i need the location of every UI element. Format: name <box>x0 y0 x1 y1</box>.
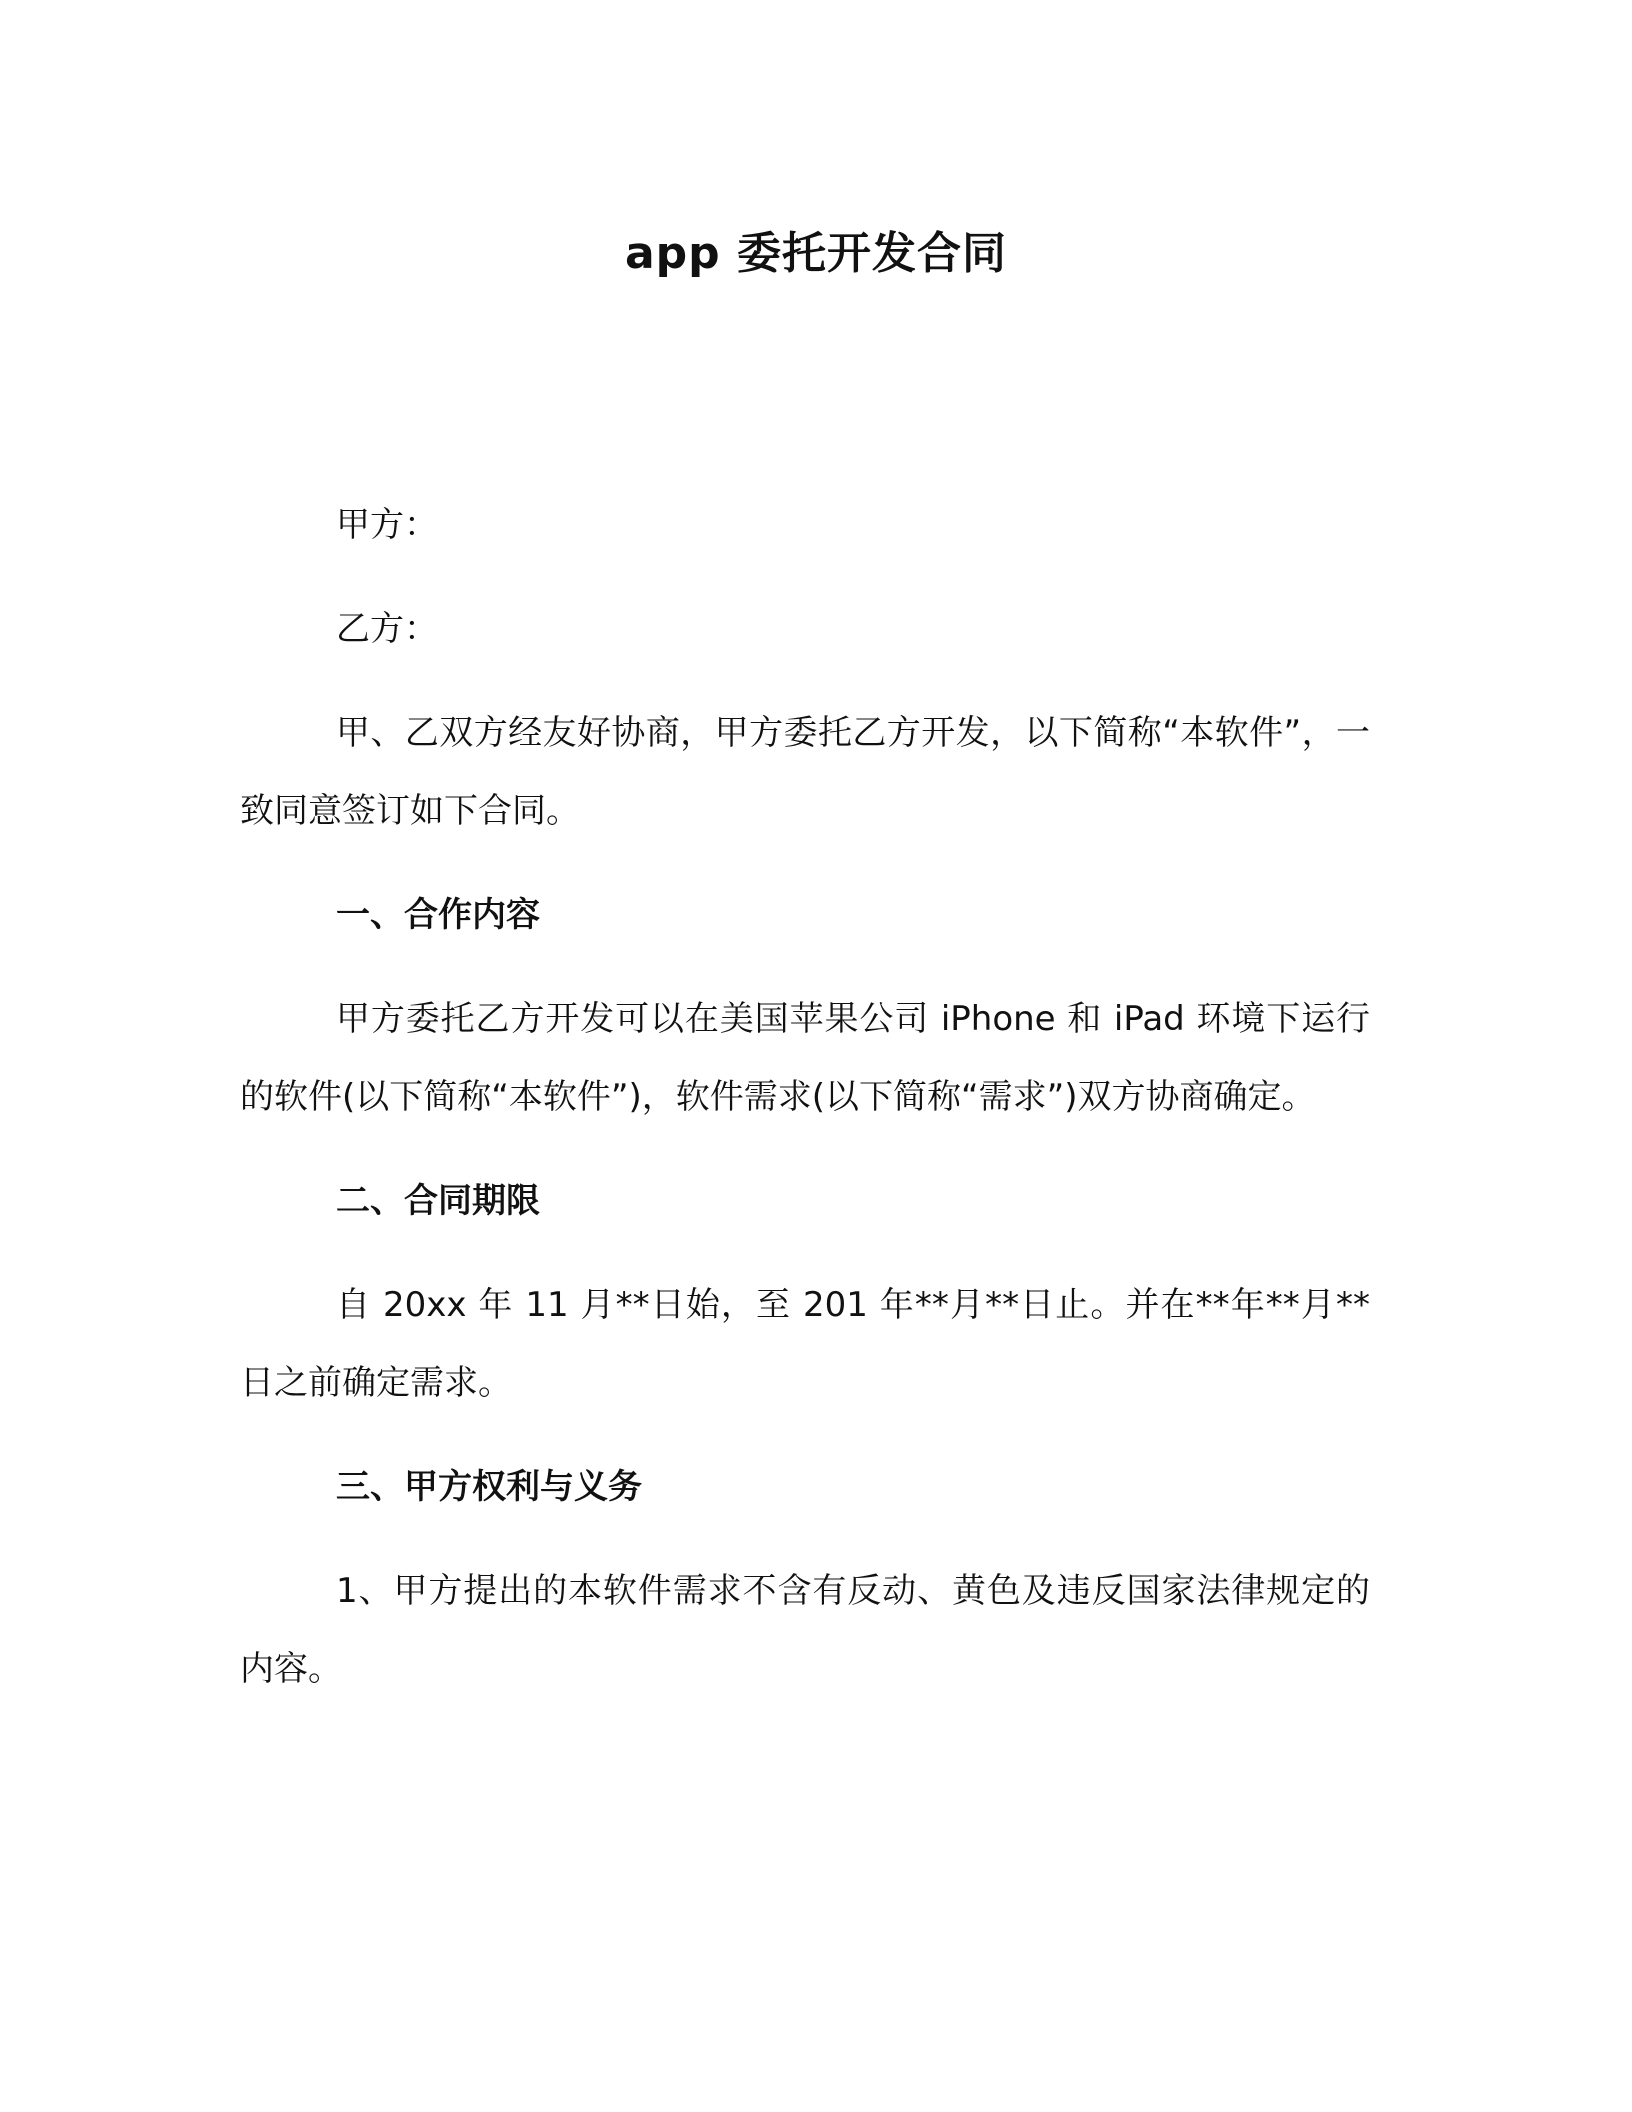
section-1-paragraph: 甲方委托乙方开发可以在美国苹果公司 iPhone 和 iPad 环境下运行的软件(以下简称“本软件”)，软件需求(以下简称“需求”)双方协商确定。 <box>240 999 1370 1117</box>
contract-body <box>240 486 1370 1708</box>
section-3-item-1: 1、甲方提出的本软件需求不含有反动、黄色及违反国家法律规定的内容。 <box>240 1571 1370 1689</box>
contract-title: app 委托开发合同 <box>624 228 1007 279</box>
section-2-heading: 二、合同期限 <box>336 1181 540 1221</box>
party-a-label: 甲方： <box>336 505 438 545</box>
section-3-heading: 三、甲方权利与义务 <box>336 1467 642 1507</box>
party-b-label: 乙方： <box>336 609 438 649</box>
section-2-paragraph: 自 20xx 年 11 月**日始，至 201 年**月**日止。并在**年**月**日之前确定需求。 <box>240 1285 1370 1403</box>
section-1-heading: 一、合作内容 <box>336 895 540 935</box>
intro-paragraph: 甲、乙双方经友好协商，甲方委托乙方开发，以下简称“本软件”，一致同意签订如下合同。 <box>240 713 1370 831</box>
